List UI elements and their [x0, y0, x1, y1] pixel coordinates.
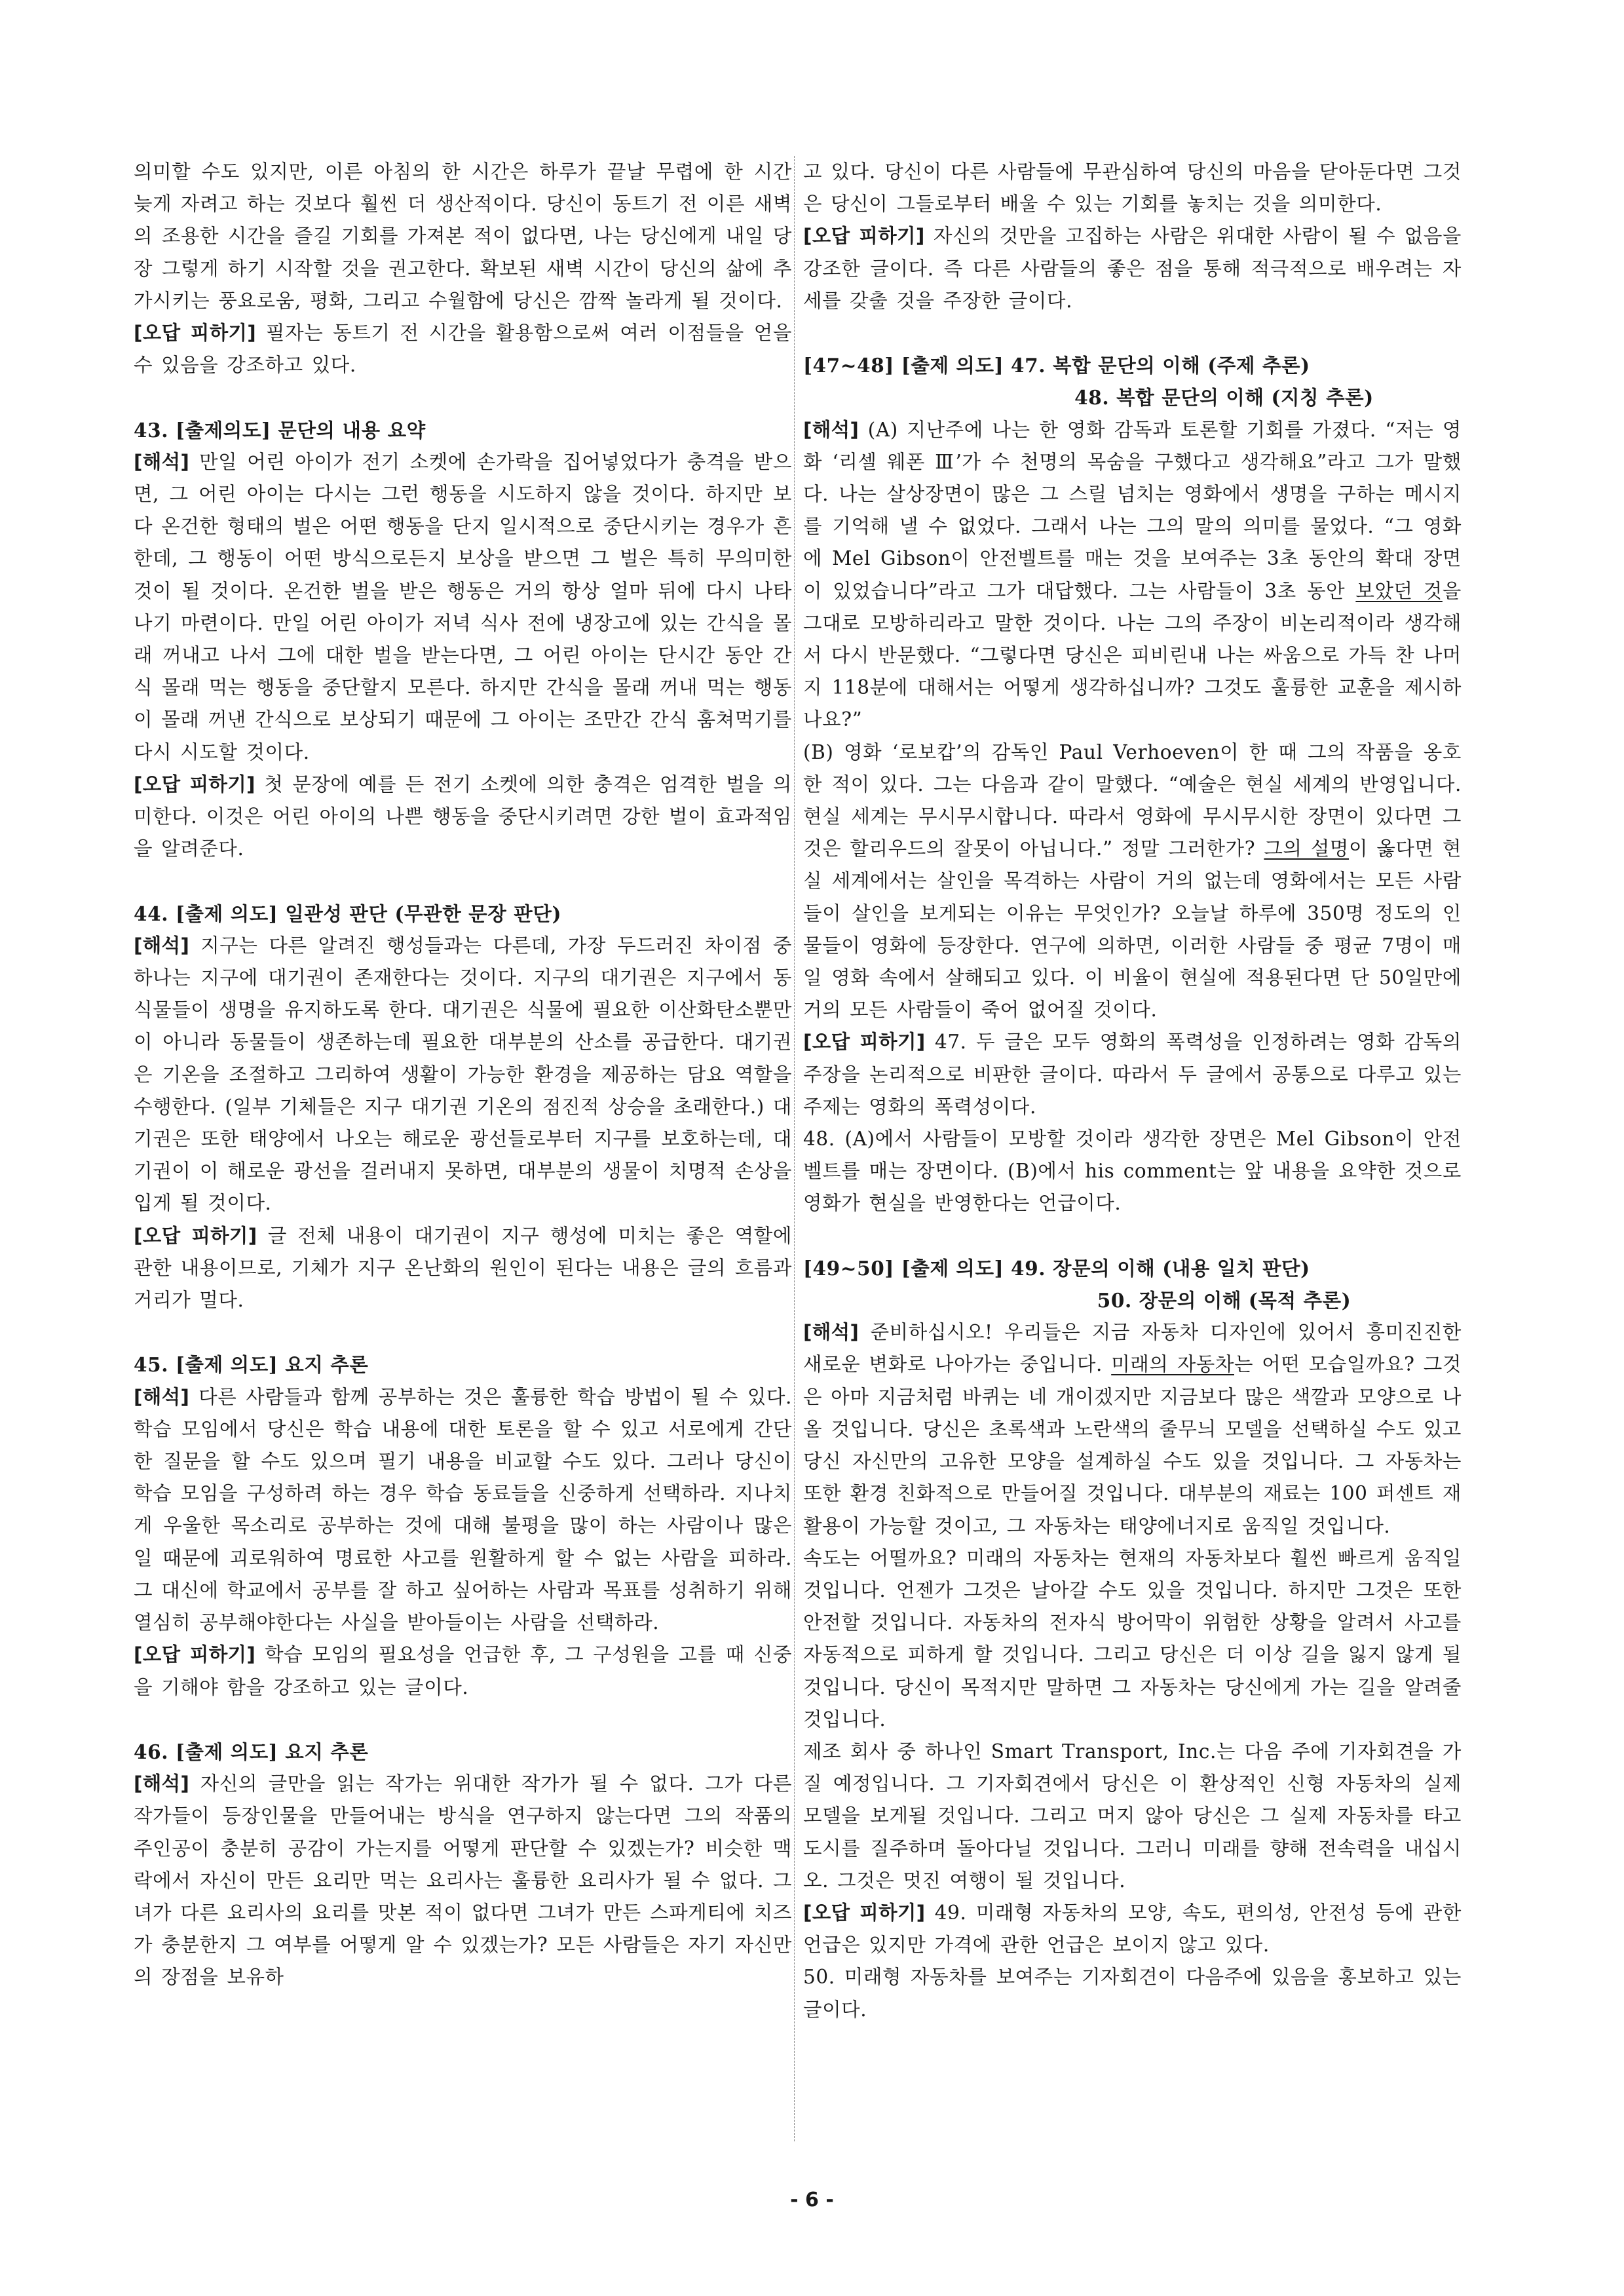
- q46-explanation: [134, 1768, 792, 1993]
- q50-note: 50. 미래형 자동차를 보여주는 기자회견이 다음주에 있음을 홍보하고 있는 글이다.: [803, 1966, 1462, 2021]
- avoid-text: 필자는 동트기 전 시간을 활용함으로써 여러 이점들을 얻을 수 있음을 강조하고 있다.: [134, 322, 792, 377]
- column-divider: [794, 156, 795, 2141]
- paragraph-1-underlined: 미래의 자동차: [1111, 1353, 1234, 1376]
- q43-avoid: [134, 769, 792, 866]
- explanation-tag: [해석]: [134, 1385, 190, 1408]
- q47-48-passage-b: [803, 737, 1462, 1027]
- passage-b-text-2: 이 옳다면 현실 세계에서는 살인을 목격하는 사람이 거의 없는데 영화에서는 모든 사람들이 살인을 보게되는 이유는 무엇인가? 오늘날 하루에 350명 정도의 인물들이 영화에 등장한다. 연구에 의하면, 이러한 사람들 중 평균 7명이 매일 영화 속에서 살해되고 있다. 이 비율이 현실에 적용된다면 단 50일만에 거의 모든 사람들이 죽어 없어질 것이다.: [803, 837, 1462, 1022]
- explanation-tag: [해석]: [134, 934, 190, 957]
- q47-48-heading: [47~48] [출제 의도] 47. 복합 문단의 이해 (주제 추론): [803, 354, 1310, 377]
- avoid-text: 글 전체 내용이 대기권이 지구 행성에 미치는 좋은 역할에 관한 내용이므로, 기체가 지구 온난화의 원인이 된다는 내용은 글의 흐름과 거리가 멀다.: [134, 1224, 793, 1312]
- q49-50-paragraph-2: 속도는 어떨까요? 미래의 자동차는 현재의 자동차보다 훨씬 빠르게 움직일 것입니다. 언젠가 그것은 날아갈 수도 있을 것입니다. 하지만 그것은 또한 안전할 것입니다. 자동차의 전자식 방어막이 위험한 상황을 알려서 사고를 자동적으로 피하게 할 것입니다. 그리고 당신은 더 이상 길을 잃지 않게 될 것입니다. 당신이 목적지만 말하면 그 자동차는 당신에게 가는 길을 알려줄 것입니다.: [803, 1546, 1462, 1731]
- q47-48-passage-a: [803, 414, 1462, 737]
- q45-explanation: [134, 1381, 792, 1639]
- q46-heading: 46. [출제 의도] 요지 추론: [134, 1740, 369, 1763]
- q47-avoid: [803, 1026, 1462, 1123]
- intro-avoid: [134, 317, 792, 381]
- paragraph-1-text-1: 준비하십시오! 우리들은 지금 자동차 디자인에 있어서 흥미진진한 새로운 변화로 나아가는 중입니다.: [803, 1321, 1462, 1376]
- paragraph-1-text-2: 는 어떤 모습일까요? 그것은 아마 지금처럼 바퀴는 네 개이겠지만 지금보다 많은 색깔과 모양으로 나올 것입니다. 당신은 초록색과 노란색의 줄무늬 모델을 선택하실 수도 있고 당신 자신만의 고유한 모양을 설계하실 수도 있을 것입니다. 그 자동차는 또한 환경 친화적으로 만들어질 것입니다. 대부분의 재료는 100 퍼센트 재활용이 가능할 것이고, 그 자동차는 태양에너지로 움직일 것입니다.: [803, 1353, 1462, 1537]
- q47-48-section: [803, 349, 1462, 1219]
- q44-section: [134, 898, 792, 1317]
- explanation-tag: [해석]: [803, 418, 859, 441]
- intro-section: [134, 156, 792, 381]
- explanation-text: 지구는 다른 알려진 행성들과는 다른데, 가장 두드러진 차이점 중 하나는 지구에 대기권이 존재한다는 것이다. 지구의 대기권은 지구에서 동식물들이 생명을 유지하도록 한다. 대기권은 식물에 필요한 이산화탄소뿐만이 아니라 동물들이 생존하는데 필요한 대부분의 산소를 공급한다. 대기권은 기온을 조절하고 그리하여 생활이 가능한 환경을 제공하는 담요 역할을 수행한다. (일부 기체들은 지구 대기권 기온의 점진적 상승을 초래한다.) 대기권은 또한 태양에서 나오는 해로운 광선들로부터 지구를 보호하는데, 대기권이 이 해로운 광선을 걸러내지 못하면, 대부분의 생물이 치명적 손상을 입게 될 것이다.: [134, 934, 792, 1215]
- q46-section: [134, 1736, 792, 1994]
- explanation-text: 다른 사람들과 함께 공부하는 것은 훌륭한 학습 방법이 될 수 있다. 학습 모임에서 당신은 학습 내용에 대한 토론을 할 수 있고 서로에게 간단한 질문을 할 수도 있으며 필기 내용을 비교할 수도 있다. 그러나 당신이 학습 모임을 구성하려 하는 경우 학습 동료들을 신중하게 선택하라. 지나치게 우울한 목소리로 공부하는 것에 대해 불평을 많이 하는 사람이나 많은 일 때문에 괴로워하여 명료한 사고를 원활하게 할 수 없는 사람을 피하라. 그 대신에 학교에서 공부를 잘 하고 싶어하는 사람과 목표를 성취하기 위해 열심히 공부해야한다는 사실을 받아들이는 사람을 선택하라.: [134, 1385, 792, 1634]
- q48-subheading: 48. 복합 문단의 이해 (지칭 추론): [1074, 386, 1374, 410]
- avoid-tag: [오답 피하기]: [803, 1031, 926, 1054]
- page-number: - 6 -: [790, 2189, 834, 2211]
- avoid-tag: [오답 피하기]: [803, 1901, 926, 1924]
- avoid-tag: [오답 피하기]: [134, 1643, 256, 1666]
- left-column: [134, 156, 792, 1994]
- avoid-text: 47. 두 글은 모두 영화의 폭력성을 인정하려는 영화 감독의 주장을 논리적으로 비판한 글이다. 따라서 두 글에서 공통으로 다루고 있는 주제는 영화의 폭력성이다.: [803, 1031, 1462, 1118]
- q46-avoid: [803, 220, 1462, 317]
- explanation-text: 자신의 글만을 읽는 작가는 위대한 작가가 될 수 없다. 그가 다른 작가들이 등장인물을 만들어내는 방식을 연구하지 않는다면 그의 작품의 주인공이 충분히 공감이 가는지를 어떻게 판단할 수 있겠는가? 비슷한 맥락에서 자신이 만든 요리만 먹는 요리사는 훌륭한 요리사가 될 수 없다. 그녀가 다른 요리사의 요리를 맛본 적이 없다면 그녀가 만든 스파게티에 치즈가 충분한지 그 여부를 어떻게 알 수 있겠는가? 모든 사람들은 자기 자신만의 장점을 보유하: [134, 1772, 792, 1989]
- passage-a-underlined: 보았던 것: [1355, 579, 1443, 602]
- explanation-tag: [해석]: [134, 450, 190, 473]
- q46-continued-body: 고 있다. 당신이 다른 사람들에 무관심하여 당신의 마음을 닫아둔다면 그것은 당신이 그들로부터 배울 수 있는 기회를 놓치는 것을 의미한다.: [803, 161, 1462, 216]
- passage-a-text-2: 을 그대로 모방하리라고 말한 것이다. 나는 그의 주장이 비논리적이라 생각해서 다시 반문했다. “그렇다면 당신은 피비린내 나는 싸움으로 가득 찬 나머지 118분에 대해서는 어떻게 생각하십니까? 그것도 훌륭한 교훈을 제시하나요?”: [803, 579, 1462, 731]
- explanation-text: 만일 어린 아이가 전기 소켓에 손가락을 집어넣었다가 충격을 받으면, 그 어린 아이는 다시는 그런 행동을 시도하지 않을 것이다. 하지만 보다 온건한 형태의 벌은 어떤 행동을 단지 일시적으로 중단시키는 경우가 흔한데, 그 행동이 어떤 방식으로든지 보상을 받으면 그 벌은 특히 무의미한 것이 될 것이다. 온건한 벌을 받은 행동은 거의 항상 얼마 뒤에 다시 나타나기 마련이다. 만일 어린 아이가 저녁 식사 전에 냉장고에 있는 간식을 몰래 꺼내고 나서 그에 대한 벌을 받는다면, 그 어린 아이는 단시간 동안 간식 몰래 먹는 행동을 중단할지 모른다. 하지만 간식을 몰래 꺼내 먹는 행동이 몰래 꺼낸 간식으로 보상되기 때문에 그 아이는 조만간 간식 훔쳐먹기를 다시 시도할 것이다.: [134, 450, 792, 763]
- q44-heading: 44. [출제 의도] 일관성 판단 (무관한 문장 판단): [134, 902, 561, 925]
- avoid-text: 학습 모임의 필요성을 언급한 후, 그 구성원을 고를 때 신중을 기해야 함을 강조하고 있는 글이다.: [134, 1643, 793, 1698]
- q49-avoid: [803, 1897, 1462, 1961]
- q49-50-paragraph-1: [803, 1316, 1462, 1542]
- intro-body: 의미할 수도 있지만, 이른 아침의 한 시간은 하루가 끝날 무렵에 한 시간 늦게 자려고 하는 것보다 훨씬 더 생산적이다. 당신이 동트기 전 이른 새벽의 조용한 시간을 즐길 기회를 가져본 적이 없다면, 나는 당신에게 내일 당장 그렇게 하기 시작할 것을 권고한다. 확보된 새벽 시간이 당신의 삶에 추가시키는 풍요로움, 평화, 그리고 수월함에 당신은 깜짝 놀라게 될 것이다.: [134, 161, 792, 312]
- avoid-tag: [오답 피하기]: [134, 773, 255, 795]
- avoid-tag: [오답 피하기]: [803, 225, 925, 248]
- passage-b-text-1: (B) 영화 ‘로보캅’의 감독인 Paul Verhoeven이 한 때 그의 작품을 옹호한 적이 있다. 그는 다음과 같이 말했다. “예술은 현실 세계의 반영입니다. 현실 세계는 무시무시합니다. 따라서 영화에 무시무시한 장면이 있다면 그것은 할리우드의 잘못이 아닙니다.” 정말 그러한가?: [803, 740, 1462, 860]
- avoid-text: 49. 미래형 자동차의 모양, 속도, 편의성, 안전성 등에 관한 언급은 있지만 가격에 관한 언급은 보이지 않고 있다.: [803, 1901, 1462, 1957]
- passage-a-text-1: (A) 지난주에 나는 한 영화 감독과 토론할 기회를 가졌다. “저는 영화 ‘리셀 웨폰 Ⅲ’가 수 천명의 목숨을 구했다고 생각해요”라고 그가 말했다. 나는 살상장면이 많은 그 스릴 넘치는 영화에서 생명을 구하는 메시지를 기억해 낼 수 없었다. 그래서 나는 그의 말의 의미를 물었다. “그 영화에 Mel Gibson이 안전벨트를 매는 것을 보여주는 3초 동안의 확대 장면이 있었습니다”라고 그가 대답했다. 그는 사람들이 3초 동안: [803, 418, 1462, 602]
- avoid-text: 자신의 것만을 고집하는 사람은 위대한 사람이 될 수 없음을 강조한 글이다. 즉 다른 사람들의 좋은 점을 통해 적극적으로 배우려는 자세를 갖출 것을 주장한 글이다.: [803, 225, 1462, 312]
- right-column: [803, 156, 1462, 2026]
- q50-subheading: 50. 장문의 이해 (목적 추론): [1097, 1289, 1351, 1312]
- q48-note: 48. (A)에서 사람들이 모방할 것이라 생각한 장면은 Mel Gibson이 안전벨트를 매는 장면이다. (B)에서 his comment는 앞 내용을 요약한 것으로 영화가 현실을 반영한다는 언급이다.: [803, 1128, 1462, 1215]
- q43-heading: 43. [출제의도] 문단의 내용 요약: [134, 418, 426, 442]
- q49-50-heading: [49~50] [출제 의도] 49. 장문의 이해 (내용 일치 판단): [803, 1256, 1310, 1280]
- q45-section: [134, 1349, 792, 1703]
- q44-avoid: [134, 1220, 792, 1317]
- q45-avoid: [134, 1639, 792, 1703]
- q49-50-section: [803, 1252, 1462, 2026]
- q43-section: [134, 414, 792, 866]
- q43-explanation: [134, 446, 792, 769]
- avoid-text: 첫 문장에 예를 든 전기 소켓에 의한 충격은 엄격한 벌을 의미한다. 이것은 어린 아이의 나쁜 행동을 중단시키려면 강한 벌이 효과적임을 알려준다.: [134, 773, 792, 860]
- explanation-tag: [해석]: [134, 1772, 190, 1795]
- q44-explanation: [134, 930, 792, 1220]
- explanation-tag: [해석]: [803, 1321, 859, 1344]
- avoid-tag: [오답 피하기]: [134, 322, 257, 345]
- q46-continued: [803, 156, 1462, 317]
- q45-heading: 45. [출제 의도] 요지 추론: [134, 1353, 369, 1377]
- q49-50-paragraph-3: 제조 회사 중 하나인 Smart Transport, Inc.는 다음 주에 기자회견을 가질 예정입니다. 그 기자회견에서 당신은 이 환상적인 신형 자동차의 실제 모델을 보게될 것입니다. 그리고 머지 않아 당신은 그 실제 자동차를 타고 도시를 질주하며 돌아다닐 것입니다. 그러니 미래를 향해 전속력을 내십시오. 그것은 멋진 여행이 될 것입니다.: [803, 1740, 1462, 1892]
- passage-b-underlined: 그의 설명: [1264, 837, 1350, 860]
- avoid-tag: [오답 피하기]: [134, 1224, 257, 1247]
